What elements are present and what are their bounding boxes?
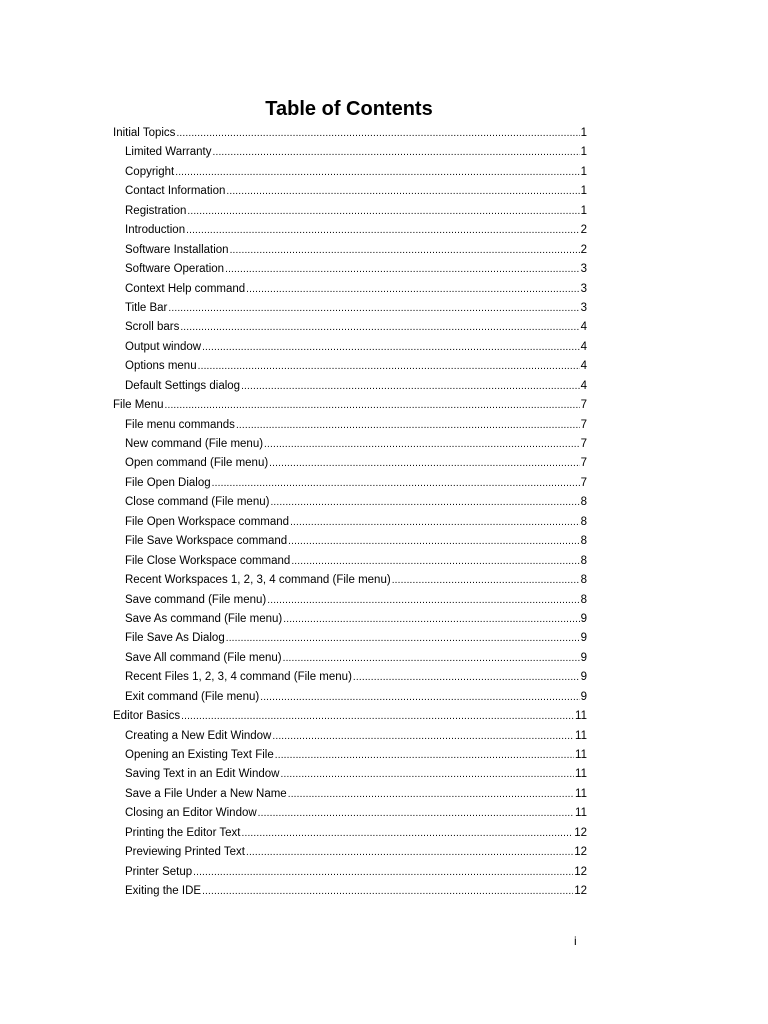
toc-entry[interactable]	[125, 882, 587, 901]
toc-entry-page: 11	[575, 749, 587, 761]
toc-entry-page: 1	[580, 127, 587, 139]
toc-entry-title: Recent Workspaces 1, 2, 3, 4 command (File menu)	[125, 574, 391, 587]
toc-entry-title: File Save Workspace command	[125, 535, 288, 548]
toc-entry[interactable]	[125, 649, 587, 668]
toc-entry-page: 2	[580, 224, 587, 237]
toc-entry-title: Options menu	[125, 360, 197, 373]
toc-entry-title: Limited Warranty	[125, 146, 212, 159]
toc-entry-page: 1	[580, 165, 587, 178]
toc-entry-title: Exiting the IDE	[125, 885, 202, 898]
toc-dot-leader	[226, 629, 580, 648]
toc-dot-leader	[225, 260, 580, 279]
toc-entry[interactable]	[125, 143, 587, 162]
toc-dot-leader	[246, 280, 579, 299]
toc-entry[interactable]	[125, 785, 587, 804]
toc-entry-title: Scroll bars	[125, 321, 180, 334]
toc-entry[interactable]	[113, 707, 587, 726]
toc-dot-leader	[242, 824, 574, 843]
toc-entry[interactable]	[125, 513, 587, 532]
toc-dot-leader	[392, 571, 580, 590]
toc-entry[interactable]	[125, 765, 587, 784]
toc-entry-page: 12	[574, 826, 587, 839]
toc-entry-title: Exit command (File menu)	[125, 690, 260, 703]
toc-dot-leader	[181, 707, 574, 726]
toc-dot-leader	[230, 241, 580, 260]
toc-entry-title: File menu commands	[125, 418, 235, 431]
toc-entry-title: File Open Workspace command	[125, 515, 290, 528]
toc-entry-page: 3	[580, 301, 587, 314]
toc-entry[interactable]	[125, 182, 587, 201]
toc-entry-title: Editor Basics	[113, 710, 181, 723]
toc-entry[interactable]	[125, 863, 587, 882]
toc-entry[interactable]	[113, 396, 587, 415]
toc-entry-title: Software Operation	[125, 263, 225, 276]
toc-dot-leader	[283, 610, 579, 629]
toc-entry-title: Context Help command	[125, 282, 246, 295]
toc-entry-title: Closing an Editor Window	[125, 807, 257, 820]
toc-entry-page: 11	[575, 768, 587, 781]
toc-entry-page: 9	[580, 690, 587, 703]
toc-dot-leader	[236, 416, 580, 435]
toc-entry[interactable]	[125, 454, 587, 473]
toc-entry[interactable]	[125, 260, 587, 279]
toc-entry-title: Registration	[125, 204, 187, 217]
toc-entry-title: Opening an Existing Text File	[125, 749, 274, 761]
toc-entry-page: 12	[574, 885, 587, 898]
toc-entry-title: Save a File Under a New Name	[125, 787, 287, 800]
toc-entry-page: 1	[580, 185, 587, 198]
toc-entry[interactable]	[125, 571, 587, 590]
toc-dot-leader	[260, 688, 579, 707]
toc-entry[interactable]	[125, 727, 587, 746]
toc-entry-page: 7	[580, 438, 587, 450]
toc-entry-page: 8	[580, 593, 587, 606]
toc-entry-title: Saving Text in an Edit Window	[125, 768, 280, 781]
toc-entry[interactable]	[125, 241, 587, 260]
toc-entry-title: Copyright	[125, 165, 175, 178]
toc-entry[interactable]	[125, 377, 587, 396]
toc-entry[interactable]	[125, 804, 587, 823]
toc-entry-title: File Close Workspace command	[125, 554, 291, 567]
toc-entry-title: Save All command (File menu)	[125, 651, 282, 664]
toc-entry[interactable]	[125, 688, 587, 707]
toc-entry-title: Contact Information	[125, 185, 226, 198]
toc-entry[interactable]	[125, 338, 587, 357]
toc-dot-leader	[353, 668, 580, 687]
toc-entry-title: Output window	[125, 340, 202, 353]
toc-entry-page: 1	[580, 204, 587, 217]
toc-entry-page: 8	[580, 496, 587, 509]
toc-dot-leader	[202, 338, 580, 357]
toc-entry-page: 3	[580, 263, 587, 276]
toc-entry-page: 2	[580, 243, 587, 256]
toc-entry[interactable]	[125, 163, 587, 182]
toc-entry-title: Software Installation	[125, 243, 229, 256]
toc-dot-leader	[283, 649, 580, 668]
toc-entry[interactable]	[125, 629, 587, 648]
toc-entry-title: Printer Setup	[125, 865, 193, 878]
toc-entry-page: 7	[580, 457, 587, 470]
toc-dot-leader	[186, 221, 579, 240]
toc-entry-page: 9	[580, 612, 587, 625]
toc-entry-page: 9	[580, 632, 587, 645]
toc-dot-leader	[180, 318, 579, 337]
toc-entry-page: 7	[580, 476, 587, 489]
toc-dot-leader	[267, 591, 579, 610]
toc-dot-leader	[176, 124, 579, 143]
toc-entry[interactable]	[125, 668, 587, 687]
toc-entry-title: Introduction	[125, 224, 186, 237]
toc-entry-page: 4	[580, 360, 587, 373]
toc-dot-leader	[269, 454, 579, 473]
toc-dot-leader	[288, 785, 574, 804]
toc-entry[interactable]	[125, 824, 587, 843]
toc-dot-leader	[270, 493, 579, 512]
toc-entry[interactable]	[125, 591, 587, 610]
toc-entry-title: Initial Topics	[113, 127, 176, 139]
toc-dot-leader	[226, 182, 579, 201]
toc-dot-leader	[212, 474, 580, 493]
toc-entry-page: 8	[580, 554, 587, 567]
toc-dot-leader	[193, 863, 573, 882]
toc-entry-page: 12	[574, 846, 587, 859]
toc-dot-leader	[264, 435, 580, 454]
toc-entry[interactable]	[125, 202, 587, 221]
toc-entry-title: Open command (File menu)	[125, 457, 269, 470]
toc-dot-leader	[213, 143, 580, 162]
toc-entry[interactable]	[125, 843, 587, 862]
toc-dot-leader	[288, 532, 579, 551]
toc-entry-page: 9	[580, 671, 587, 684]
page-title: Table of Contents	[265, 98, 433, 120]
toc-entry-page: 4	[580, 340, 587, 353]
toc-entry-title: Creating a New Edit Window	[125, 729, 272, 742]
toc-dot-leader	[187, 202, 579, 221]
toc-entry[interactable]	[125, 552, 587, 571]
toc-dot-leader	[198, 357, 580, 376]
toc-entry-page: 3	[580, 282, 587, 295]
toc-entry[interactable]	[125, 299, 587, 318]
toc-entry-page: 11	[575, 807, 587, 820]
toc-dot-leader	[165, 396, 580, 415]
toc-entry[interactable]	[125, 474, 587, 493]
toc-entry-title: New command (File menu)	[125, 438, 264, 450]
toc-entry-title: Close command (File menu)	[125, 496, 270, 509]
toc-entry[interactable]	[125, 221, 587, 240]
toc-entry[interactable]	[125, 357, 587, 376]
toc-entry-page: 8	[580, 535, 587, 548]
toc-entry[interactable]	[125, 280, 587, 299]
toc-entry-page: 11	[575, 729, 587, 742]
toc-entry-title: Save As command (File menu)	[125, 612, 283, 625]
toc-entry[interactable]	[125, 493, 587, 512]
toc-entry-title: File Open Dialog	[125, 476, 211, 489]
toc-dot-leader	[272, 727, 574, 746]
toc-dot-leader	[291, 552, 579, 571]
toc-dot-leader	[202, 882, 573, 901]
toc-entry-title: Printing the Editor Text	[125, 826, 241, 839]
toc-entry-page: 11	[575, 787, 587, 800]
toc-entry-title: Save command (File menu)	[125, 593, 267, 606]
toc-entry-page: 9	[580, 651, 587, 664]
toc-entry-title: Default Settings dialog	[125, 379, 241, 392]
page-number: i	[574, 934, 577, 948]
toc-dot-leader	[175, 163, 579, 182]
toc-entry-title: Previewing Printed Text	[125, 846, 245, 859]
toc-entry[interactable]	[125, 746, 587, 765]
toc-entry-page: 7	[580, 399, 587, 412]
toc-dot-leader	[275, 746, 574, 765]
toc-entry-page: 8	[580, 574, 587, 587]
toc-dot-leader	[258, 804, 574, 823]
toc-dot-leader	[241, 377, 580, 396]
toc-entry-page: 4	[580, 379, 587, 392]
toc-entry-page: 12	[574, 865, 587, 878]
toc-dot-leader	[246, 843, 573, 862]
toc-entry[interactable]	[125, 435, 587, 454]
toc-entry-title: Recent Files 1, 2, 3, 4 command (File menu)	[125, 671, 352, 684]
toc-dot-leader	[290, 513, 580, 532]
toc-entry-title: File Menu	[113, 399, 164, 412]
toc-entry[interactable]	[125, 532, 587, 551]
toc-entry[interactable]	[125, 416, 587, 435]
toc-entry[interactable]	[125, 318, 587, 337]
toc-entry-page: 8	[580, 515, 587, 528]
toc-entry-page: 11	[575, 710, 587, 723]
toc-entry[interactable]	[113, 124, 587, 143]
toc-entry-page: 1	[580, 146, 587, 159]
toc-entry[interactable]	[125, 610, 587, 629]
toc-entry-page: 4	[580, 321, 587, 334]
toc-dot-leader	[168, 299, 579, 318]
toc-entry-title: Title Bar	[125, 301, 168, 314]
table-of-contents	[113, 124, 587, 902]
toc-entry-title: File Save As Dialog	[125, 632, 225, 645]
toc-entry-page: 7	[580, 418, 587, 431]
toc-dot-leader	[280, 765, 574, 784]
